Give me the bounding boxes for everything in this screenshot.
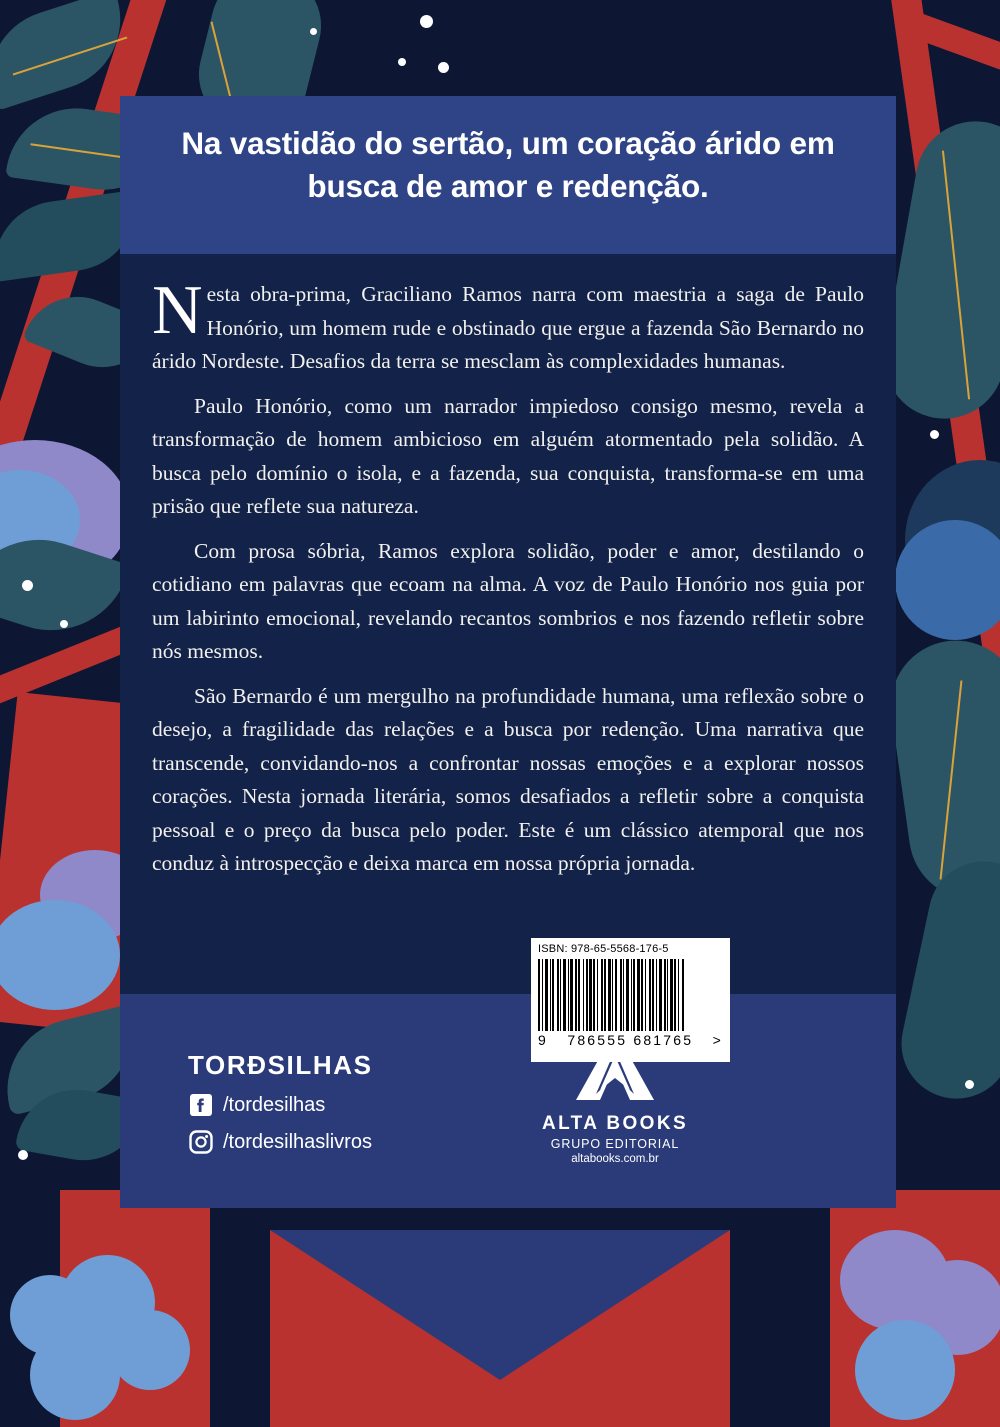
barcode-digit-left: 9 bbox=[538, 1032, 548, 1048]
imprint-name: TORÐSILHAS bbox=[188, 1050, 373, 1080]
synopsis-paragraph-3: Com prosa sóbria, Ramos explora solidão, poder e amor, destilando o cotidiano em palavras que ecoam na alma. A voz de Paulo Honório nos guia por um labirinto emocional, revelando recantos sombrios e nos fazendo refletir sobre nós mesmos. bbox=[152, 538, 864, 663]
barcode-bars bbox=[538, 959, 723, 1031]
barcode-digit-right: > bbox=[712, 1032, 723, 1048]
dot bbox=[420, 15, 433, 28]
synopsis-block bbox=[120, 254, 896, 994]
chevron-inner bbox=[270, 1230, 730, 1380]
dot bbox=[438, 62, 449, 73]
dot bbox=[965, 1080, 974, 1089]
flower-shape bbox=[855, 1320, 955, 1420]
dot bbox=[22, 580, 33, 591]
synopsis-paragraph-4: São Bernardo é um mergulho na profundidade humana, uma reflexão sobre o desejo, a fragilidade das relações e a busca por redenção. Uma narrativa que transcende, convidando-nos a confrontar nossas emoções e a explorar nossos corações. Nesta jornada literária, somos desafiados a refletir sobre a conquista pessoal e o preço da busca pelo poder. Este é um clássico atemporal que nos conduz à introspecção e deixa marca em nossa própria jornada. bbox=[152, 683, 864, 875]
leaf-shape bbox=[891, 851, 1000, 1109]
blurb-text: Na vastidão do sertão, um coração árido em busca de amor e redenção. bbox=[181, 125, 835, 204]
flower-shape bbox=[30, 1330, 120, 1420]
social-row-instagram[interactable] bbox=[188, 1129, 373, 1155]
dot bbox=[60, 620, 68, 628]
publisher-website: altabooks.com.br bbox=[571, 1153, 659, 1165]
dot bbox=[18, 1150, 28, 1160]
flower-shape bbox=[110, 1310, 190, 1390]
publisher-name: ALTA BOOKS bbox=[541, 1113, 689, 1134]
synopsis-paragraph-1-text: esta obra-prima, Graciliano Ramos narra com maestria a saga de Paulo Honório, um homem rude e obstinado que ergue a fazenda São Bernardo no árido Nordeste. Desafios da terra se mesclam às complexidades humanas. bbox=[152, 282, 864, 373]
drop-cap: N bbox=[152, 272, 203, 349]
publisher-subtitle: GRUPO EDITORIAL bbox=[550, 1137, 680, 1151]
isbn-label: ISBN: 978-65-5568-176-5 bbox=[538, 943, 669, 955]
synopsis-paragraph-1 bbox=[152, 272, 864, 379]
dot bbox=[398, 58, 406, 66]
cover-footer bbox=[120, 994, 896, 1208]
instagram-icon bbox=[188, 1129, 214, 1155]
barcode-digits bbox=[538, 1032, 723, 1048]
social-row-facebook[interactable] bbox=[188, 1092, 373, 1118]
facebook-handle: /tordesilhas bbox=[223, 1093, 326, 1116]
back-cover-panel bbox=[120, 96, 896, 1208]
flower-shape bbox=[895, 520, 1000, 640]
synopsis-paragraph-2: Paulo Honório, como um narrador impiedoso consigo mesmo, revela a transformação de homem ambicioso em alguém atormentado pela solidão. A busca pelo domínio o isola, e a fazenda, sua conquista, transforma-se em uma prisão que reflete sua natureza. bbox=[152, 393, 864, 518]
imprint-block bbox=[188, 1050, 373, 1155]
dot bbox=[930, 430, 939, 439]
instagram-handle: /tordesilhaslivros bbox=[223, 1130, 372, 1153]
facebook-icon bbox=[188, 1092, 214, 1118]
dot bbox=[310, 28, 317, 35]
barcode-digit-main: 786555 681765 bbox=[567, 1032, 694, 1048]
barcode-box bbox=[531, 938, 730, 1062]
